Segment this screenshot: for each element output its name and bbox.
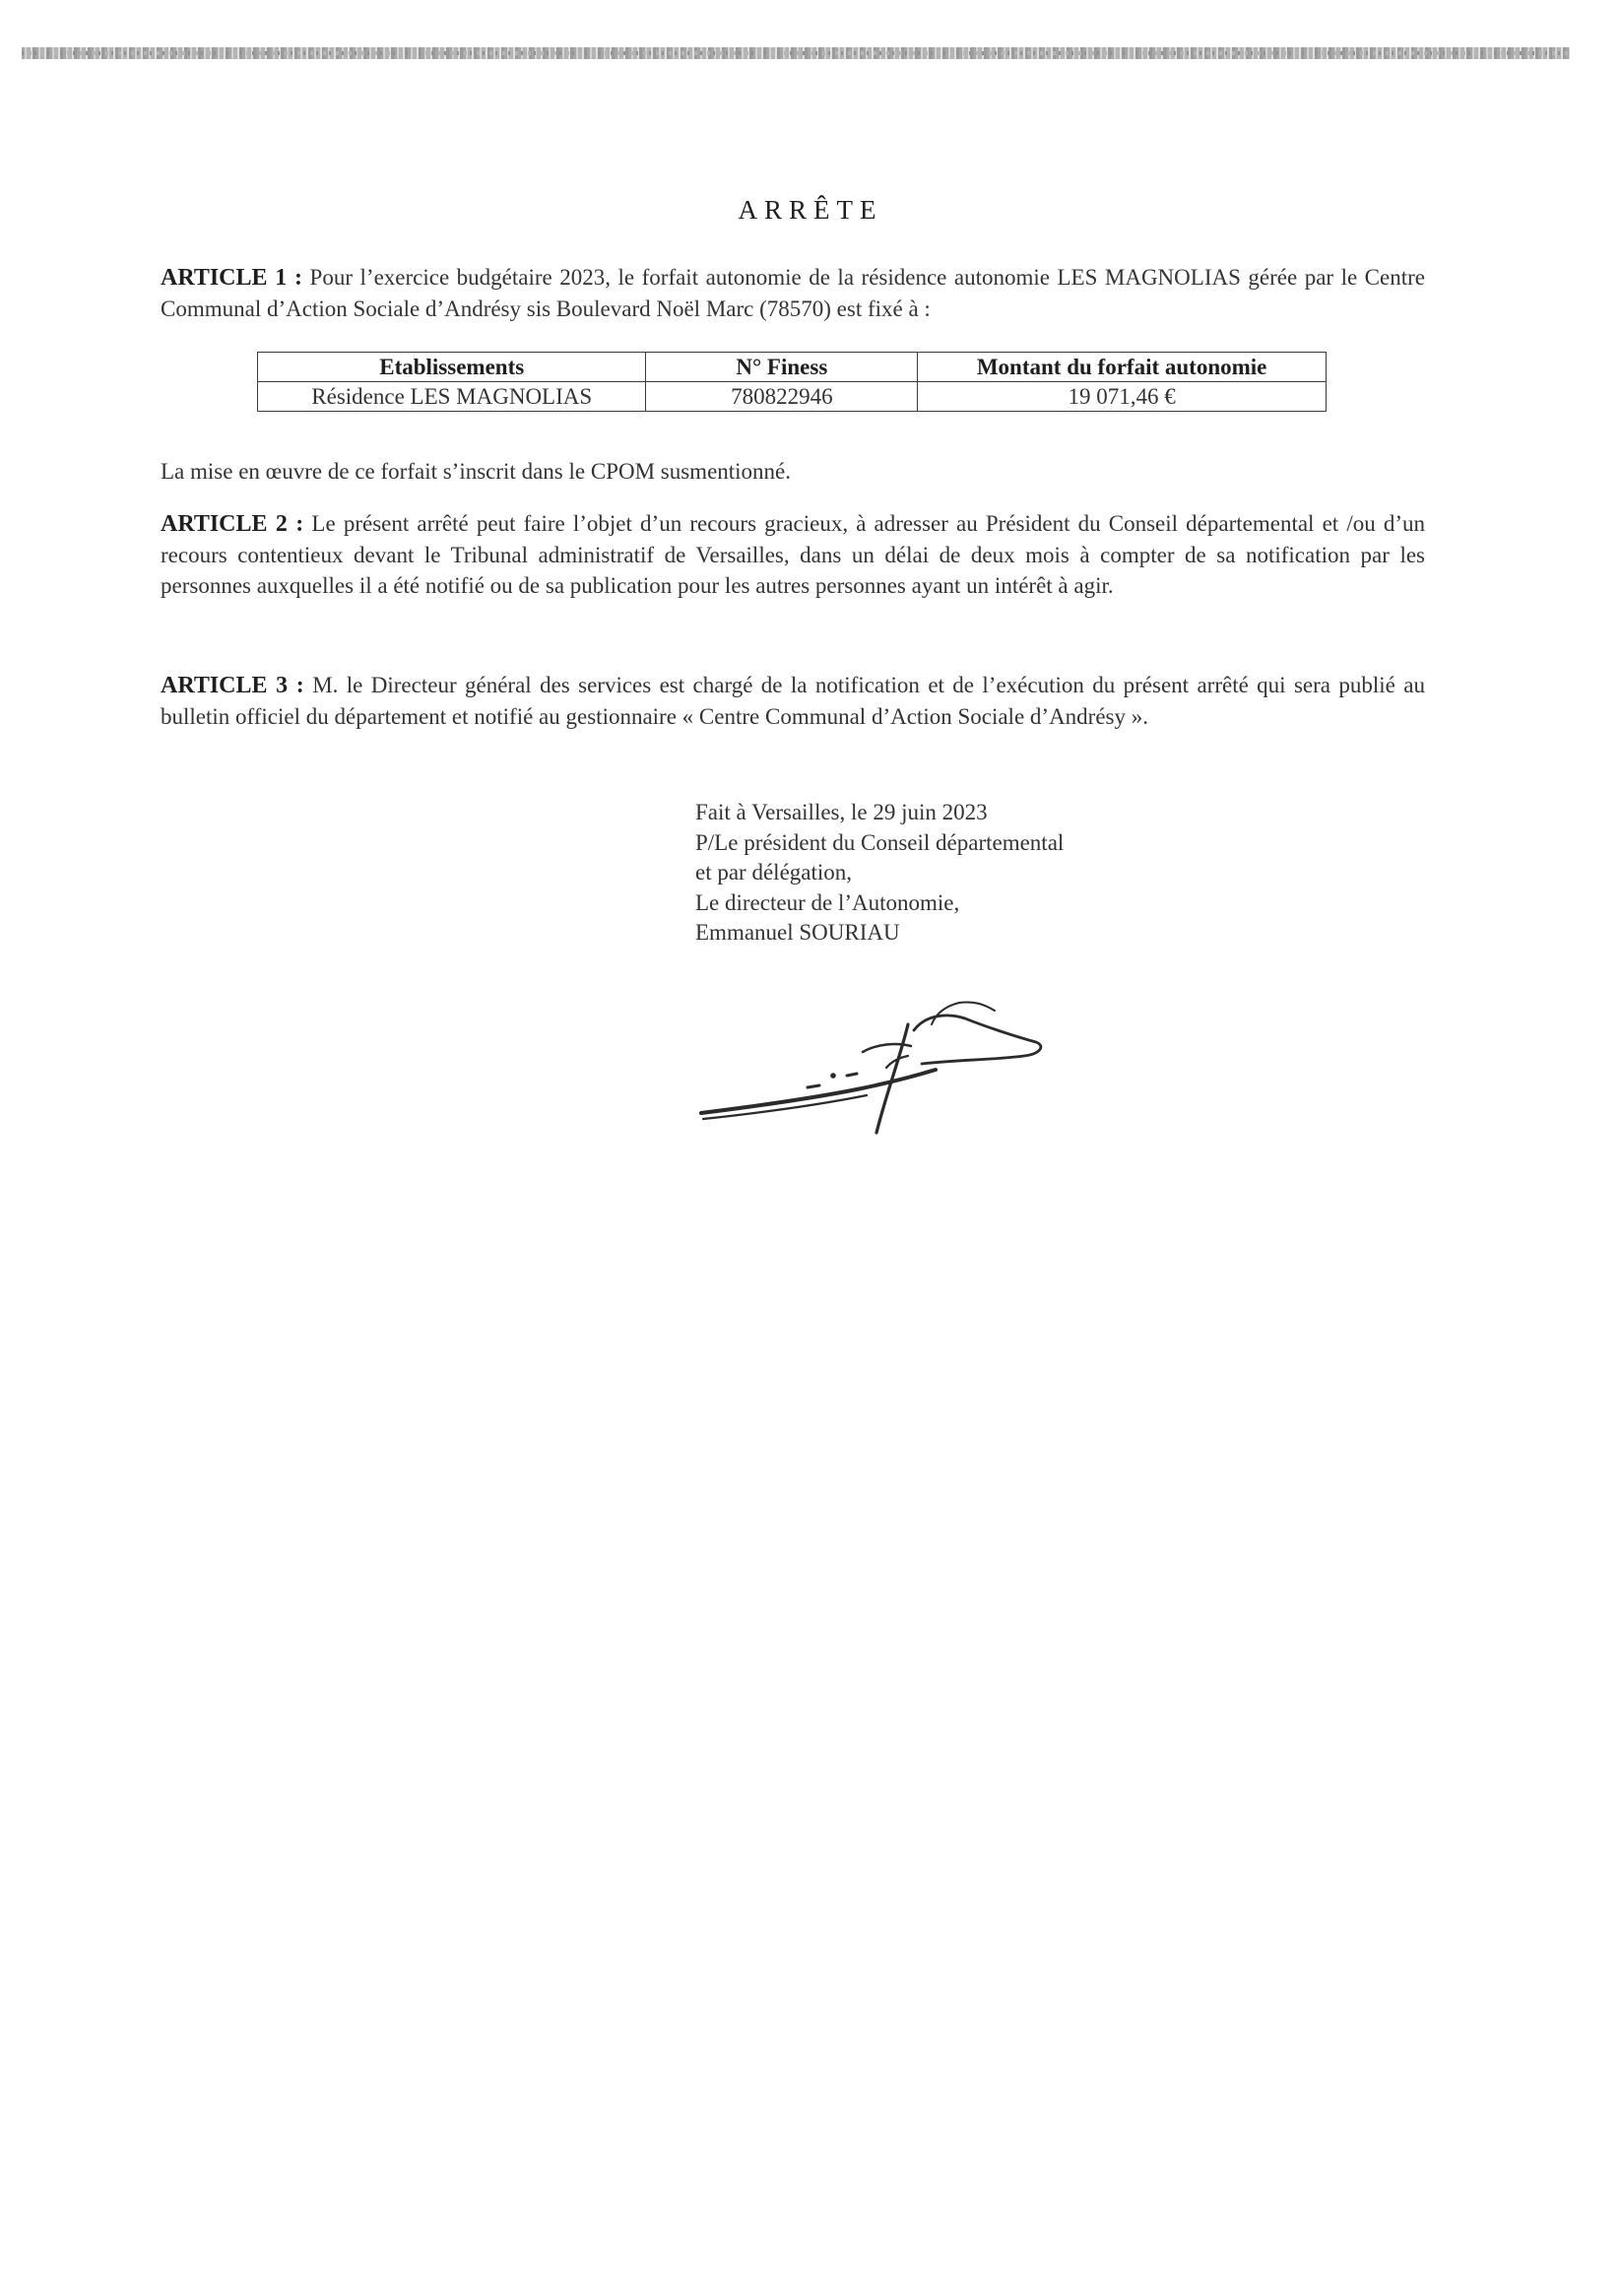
header-montant: Montant du forfait autonomie bbox=[918, 353, 1327, 382]
article-2-text: Le présent arrêté peut faire l’objet d’un recours gracieux, à adresser au Président du Conseil départemental et /ou d’un recours contentieux devant le Tribunal administratif de Versailles, dans un délai de deux mois à compter de sa notification par les personnes auxquelles il a été notifié ou de sa publication pour les autres personnes ayant un intérêt à agir. bbox=[161, 511, 1426, 598]
signatory-name: Emmanuel SOURIAU bbox=[695, 920, 900, 945]
article-2 bbox=[161, 508, 1425, 601]
signature-block bbox=[695, 798, 1064, 949]
cell-montant: 19 071,46 € bbox=[918, 382, 1327, 412]
article-1-label: ARTICLE 1 : bbox=[161, 265, 303, 291]
article-3-label: ARTICLE 3 : bbox=[161, 673, 304, 698]
cell-etablissement: Résidence LES MAGNOLIAS bbox=[258, 382, 646, 412]
signatory-line-2: et par délégation, bbox=[695, 860, 853, 885]
header-etablissements: Etablissements bbox=[258, 353, 646, 382]
article-1 bbox=[161, 262, 1425, 324]
document-title: ARRÊTE bbox=[738, 195, 883, 225]
handwritten-signature bbox=[689, 985, 1073, 1143]
signatory-line-3: Le directeur de l’Autonomie, bbox=[695, 889, 960, 915]
signatory-line-1: P/Le président du Conseil départemental bbox=[695, 829, 1065, 855]
article-3-text: M. le Directeur général des services est chargé de la notification et de l’exécution du présent arrêté qui sera publié au bulletin officiel du département et notifié au gestionnaire « Centre Communal d’Action Sociale d’Andrésy ». bbox=[161, 673, 1425, 729]
cell-finess: 780822946 bbox=[646, 382, 918, 412]
article-2-label: ARTICLE 2 : bbox=[161, 511, 304, 537]
table-row bbox=[258, 382, 1327, 412]
cpom-note: La mise en œuvre de ce forfait s’inscrit dans le CPOM susmentionné. bbox=[161, 459, 792, 484]
header-finess: N° Finess bbox=[646, 353, 918, 382]
scan-border bbox=[22, 47, 1570, 59]
place-date: Fait à Versailles, le 29 juin 2023 bbox=[695, 800, 988, 824]
forfait-table bbox=[257, 352, 1327, 412]
article-3 bbox=[161, 670, 1425, 732]
table-header-row bbox=[258, 353, 1327, 382]
article-1-text: Pour l’exercice budgétaire 2023, le forfait autonomie de la résidence autonomie LES MAGNOLIAS gérée par le Centre Communal d’Action Sociale d’Andrésy sis Boulevard Noël Marc (78570) est fixé à : bbox=[161, 265, 1425, 321]
